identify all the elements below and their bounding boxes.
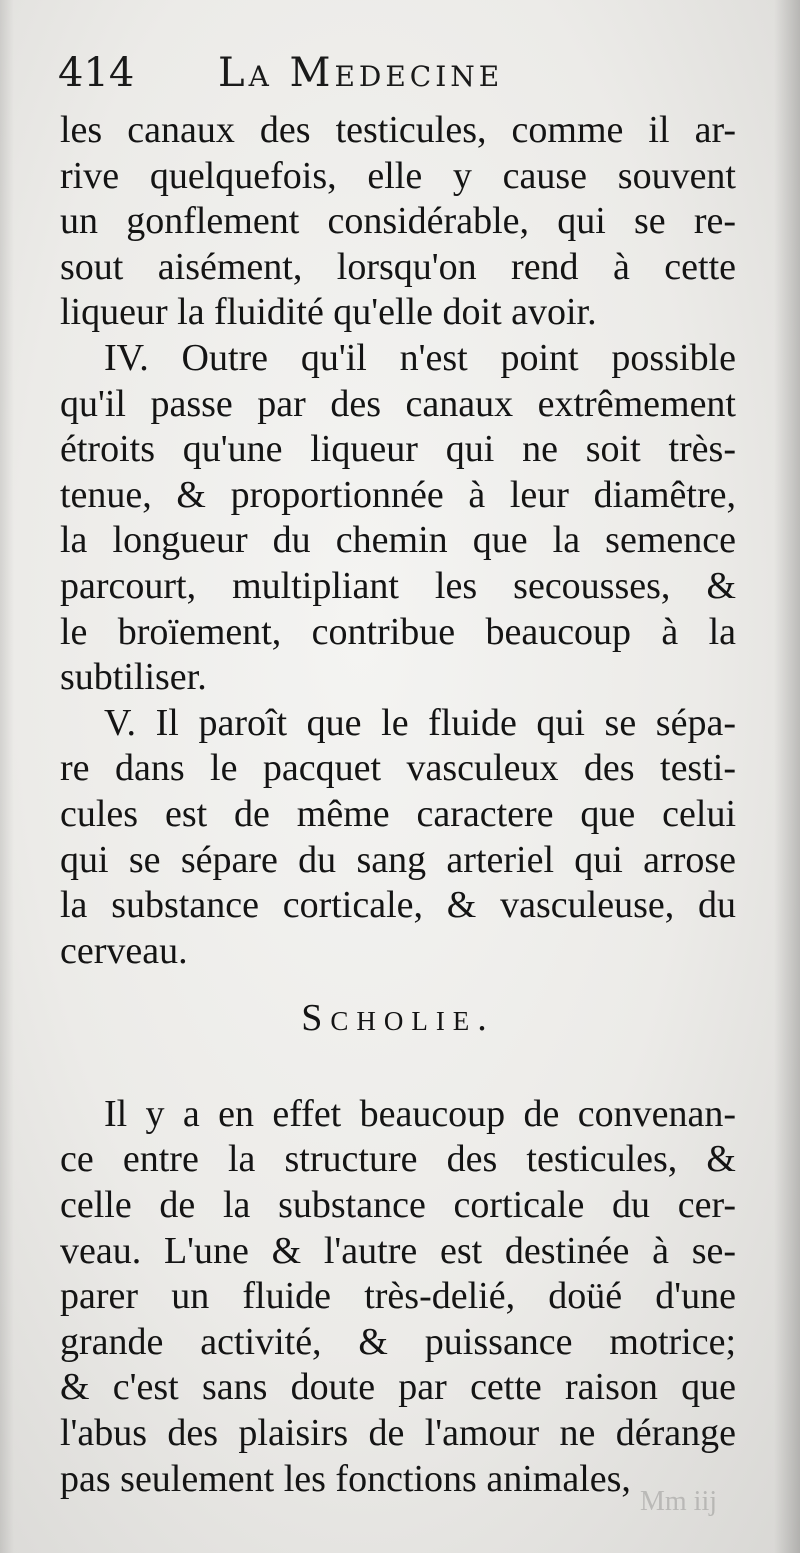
page-edge-shadow-left: [0, 0, 14, 1553]
text-line: subtiliser.: [60, 656, 207, 699]
paragraph-4: [60, 1092, 736, 1502]
page-header: [58, 46, 738, 106]
text-line: V. Il paroît que le fluide qui se sépa-: [104, 701, 736, 744]
text-line: tenue, & proportionnée à leur diamêtre,: [60, 473, 736, 516]
text-line: pas seulement les fonctions animales,: [60, 1457, 631, 1500]
text-line: liqueur la fluidité qu'elle doit avoir.: [60, 291, 597, 334]
text-line: IV. Outre qu'il n'est point possible: [104, 336, 736, 379]
text-line: sout aisément, lorsqu'on rend à cette: [60, 245, 736, 288]
running-title: La Medecine: [218, 50, 504, 96]
text-line: veau. L'une & l'autre est destinée à se-: [60, 1229, 736, 1272]
text-line: l'abus des plaisirs de l'amour ne dérange: [60, 1412, 736, 1455]
paragraph-2: [60, 336, 736, 701]
text-line: cules est de même caractere que celui: [60, 792, 736, 835]
text-line: la longueur du chemin que la semence: [60, 519, 736, 562]
text-line: celle de la substance corticale du cer-: [60, 1184, 736, 1227]
text-line: grande activité, & puissance motrice;: [60, 1320, 736, 1363]
text-line: le broïement, contribue beaucoup à la: [60, 610, 736, 653]
page-number: 414: [58, 50, 135, 96]
text-line: qu'il passe par des canaux extrêmement: [60, 382, 736, 425]
paragraph-1: [60, 108, 736, 336]
page-edge-shadow-right: [774, 0, 800, 1553]
text-line: re dans le pacquet vasculeux des testi-: [60, 747, 736, 790]
text-line: & c'est sans doute par cette raison que: [60, 1366, 736, 1409]
text-line: la substance corticale, & vasculeuse, du: [60, 884, 736, 927]
text-line: qui se sépare du sang arteriel qui arrose: [60, 838, 736, 881]
signature-mark: Mm iij: [640, 1486, 718, 1517]
text-line: parer un fluide très-delié, doüé d'une: [60, 1275, 736, 1318]
text-line: parcourt, multipliant les secousses, &: [60, 564, 736, 607]
text-line: ce entre la structure des testicules, &: [60, 1138, 736, 1181]
section-heading: Scholie.: [301, 997, 495, 1040]
text-line: un gonflement considérable, qui se re-: [60, 200, 736, 243]
paragraph-3: [60, 701, 736, 975]
text-line: étroits qu'une liqueur qui ne soit très-: [60, 428, 736, 471]
text-line: cerveau.: [60, 929, 188, 972]
text-line: les canaux des testicules, comme il ar-: [60, 109, 736, 151]
body-text: [60, 108, 736, 1502]
text-line: Il y a en effet beaucoup de convenan-: [104, 1092, 736, 1135]
text-line: rive quelquefois, elle y cause souvent: [60, 154, 736, 197]
